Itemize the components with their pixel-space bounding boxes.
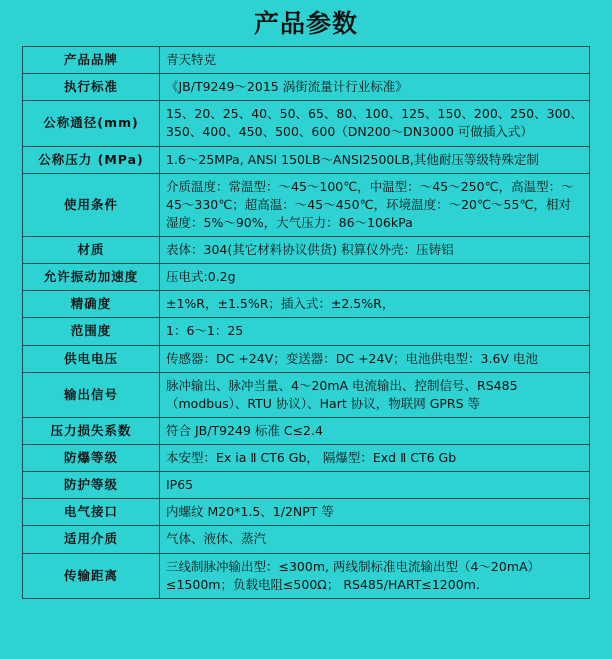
row-label: 电气接口 xyxy=(23,499,160,526)
table-row xyxy=(23,47,590,74)
row-label: 产品品牌 xyxy=(23,47,160,74)
row-value: 介质温度：常温型：～45～100℃，中温型：～45～250℃，高温型：～45～330℃；超高温：～45～450℃，环境温度：～20℃～55℃，相对湿度：5%～90%，大气压力：86～106kPa xyxy=(160,173,590,236)
table-row xyxy=(23,472,590,499)
row-value: 1：6～1：25 xyxy=(160,318,590,345)
row-label: 防护等级 xyxy=(23,472,160,499)
row-label: 供电电压 xyxy=(23,345,160,372)
row-label: 输出信号 xyxy=(23,372,160,417)
row-value: 传感器：DC +24V；变送器：DC +24V；电池供电型：3.6V 电池 xyxy=(160,345,590,372)
table-row xyxy=(23,445,590,472)
table-row xyxy=(23,146,590,173)
table-row xyxy=(23,101,590,146)
row-label: 允许振动加速度 xyxy=(23,264,160,291)
table-row xyxy=(23,74,590,101)
row-value: 青天特克 xyxy=(160,47,590,74)
row-label: 适用介质 xyxy=(23,526,160,553)
row-value: 本安型：Ex ia Ⅱ CT6 Gb， 隔爆型：Exd Ⅱ CT6 Gb xyxy=(160,445,590,472)
row-label: 压力损失系数 xyxy=(23,417,160,444)
table-row xyxy=(23,291,590,318)
row-value: IP65 xyxy=(160,472,590,499)
table-row xyxy=(23,417,590,444)
page-title: 产品参数 xyxy=(253,9,358,38)
product-spec-table xyxy=(22,46,590,599)
row-label: 公称通径(mm) xyxy=(23,101,160,146)
row-value: 脉冲输出、脉冲当量、4～20mA 电流输出、控制信号、RS485（modbus）、RTU 协议）、Hart 协议，物联网 GPRS 等 xyxy=(160,372,590,417)
row-value: 气体、液体、蒸汽 xyxy=(160,526,590,553)
table-row xyxy=(23,173,590,236)
row-label: 精确度 xyxy=(23,291,160,318)
row-value: 三线制脉冲输出型：≤300m, 两线制标准电流输出型（4～20mA）≤1500m；负载电阻≤500Ω； RS485/HART≤1200m. xyxy=(160,553,590,598)
row-label: 执行标准 xyxy=(23,74,160,101)
row-label: 公称压力 (MPa) xyxy=(23,146,160,173)
row-value: 压电式:0.2g xyxy=(160,264,590,291)
row-label: 传输距离 xyxy=(23,553,160,598)
table-row xyxy=(23,264,590,291)
table-row xyxy=(23,237,590,264)
row-label: 使用条件 xyxy=(23,173,160,236)
table-row xyxy=(23,553,590,598)
row-value: ±1%R，±1.5%R；插入式：±2.5%R， xyxy=(160,291,590,318)
table-row xyxy=(23,345,590,372)
table-row xyxy=(23,526,590,553)
row-value: 表体：304(其它材料协议供货) 积算仪外壳：压铸铝 xyxy=(160,237,590,264)
spec-table-wrapper xyxy=(0,46,612,599)
row-value: 内螺纹 M20*1.5、1/2NPT 等 xyxy=(160,499,590,526)
table-row xyxy=(23,499,590,526)
table-row xyxy=(23,318,590,345)
row-value: 1.6～25MPa, ANSI 150LB～ANSI2500LB,其他耐压等级特殊定制 xyxy=(160,146,590,173)
row-value: 15、20、25、40、50、65、80、100、125、150、200、250、300、350、400、450、500、600（DN200～DN3000 可做插入式） xyxy=(160,101,590,146)
row-label: 范围度 xyxy=(23,318,160,345)
table-row xyxy=(23,372,590,417)
row-label: 防爆等级 xyxy=(23,445,160,472)
row-value: 《JB/T9249～2015 涡街流量计行业标准》 xyxy=(160,74,590,101)
row-value: 符合 JB/T9249 标准 C≤2.4 xyxy=(160,417,590,444)
row-label: 材质 xyxy=(23,237,160,264)
